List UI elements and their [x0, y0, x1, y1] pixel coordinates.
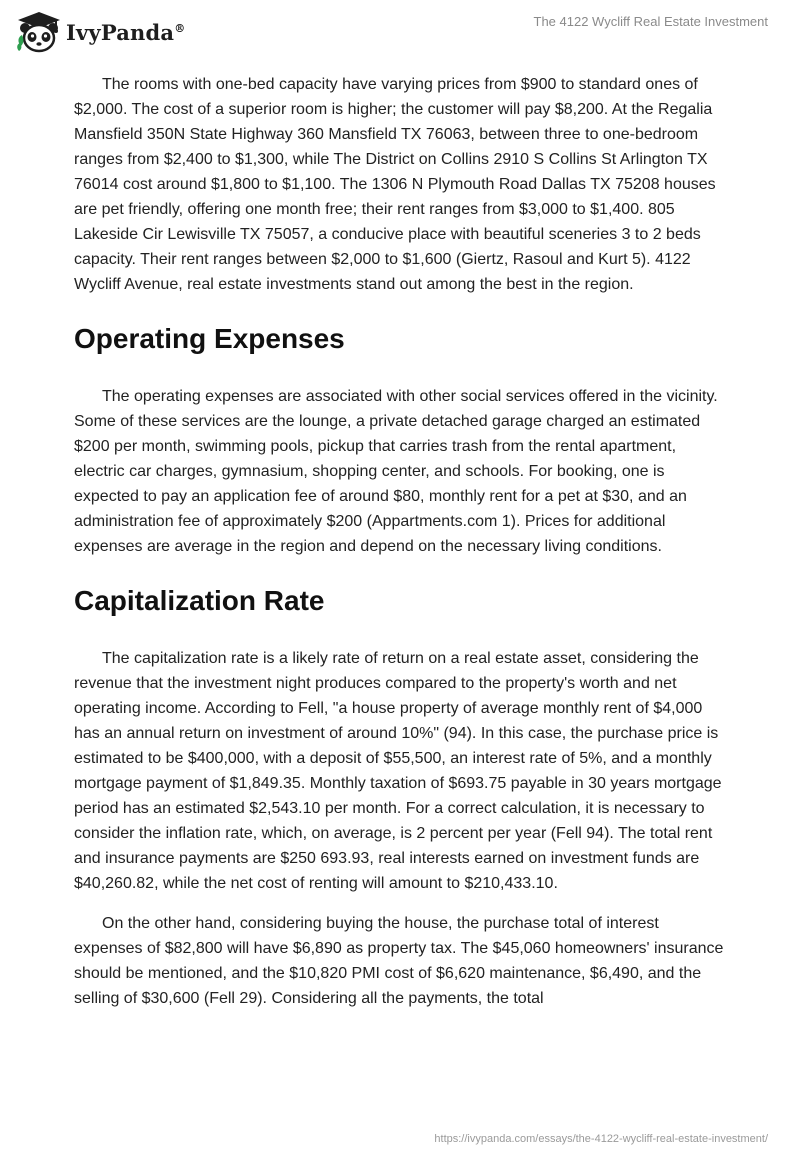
- document-title: The 4122 Wycliff Real Estate Investment: [533, 14, 768, 29]
- paragraph-buying-house: On the other hand, considering buying the house, the purchase total of interest expenses of $82,800 will have $6,890 as property tax. The $45,060 homeowners' insurance should be mentioned, and the $10,820 PMI cost of $6,620 maintenance, $6,490, and the selling of $30,600 (Fell 29). Considering all the payments, the total: [74, 915, 724, 1007]
- heading-capitalization-rate: Capitalization Rate: [74, 585, 325, 616]
- heading-operating-expenses: Operating Expenses: [74, 323, 345, 354]
- essay-content: [74, 72, 726, 1011]
- panda-logo-icon: [16, 10, 62, 54]
- paragraph-operating-expenses: The operating expenses are associated with other social services offered in the vicinity. Some of these services are the lounge, a private detached garage charged an estimated $200 per month, swimming pools, pickup that carries trash from the rental apartment, electric car charges, gymnasium, shopping center, and schools. For booking, one is expected to pay an application fee of around $80, monthly rent for a pet at $30, and an administration fee of approximately $200 (Appartments.com 1). Prices for additional expenses are average in the region and depend on the necessary living conditions.: [74, 388, 718, 555]
- paragraph-room-prices: The rooms with one-bed capacity have varying prices from $900 to standard ones of $2,000. The cost of a superior room is higher; the customer will pay $8,200. At the Regalia Mansfield 350N State Highway 360 Mansfield TX 76063, between three to one-bedroom ranges from $2,400 to $1,300, while The District on Collins 2910 S Collins St Arlington TX 76014 cost around $1,800 to $1,100. The 1306 N Plymouth Road Dallas TX 75208 houses are pet friendly, offering one month free; their rent ranges from $3,000 to $1,400. 805 Lakeside Cir Lewisville TX 75057, a conducive place with beautiful sceneries 3 to 2 beds capacity. Their rent ranges between $2,000 to $1,600 (Giertz, Rasoul and Kurt 5). 4122 Wycliff Avenue, real estate investments stand out among the best in the region.: [74, 76, 716, 293]
- source-url-link[interactable]: https://ivypanda.com/essays/the-4122-wycliff-real-estate-investment/: [434, 1133, 768, 1145]
- brand-name: IvyPanda®: [66, 19, 186, 45]
- page-header: [0, 0, 800, 70]
- brand-logo[interactable]: [16, 10, 185, 54]
- paragraph-capitalization-rate: The capitalization rate is a likely rate of return on a real estate asset, considering the revenue that the investment night produces compared to the property's worth and net operating income. According to Fell, "a house property of average monthly rent of $4,000 has an annual return on investment of around 10%" (94). In this case, the purchase price is estimated to be $400,000, with a deposit of $55,500, an interest rate of 5%, and a monthly mortgage payment of $1,849.35. Monthly taxation of $693.75 payable in 30 years mortgage period has an estimated $2,543.10 per month. For a correct calculation, it is necessary to consider the inflation rate, which, on average, is 2 percent per year (Fell 94). The total rent and insurance payments are $250 693.93, real interests earned on investment funds are $40,260.82, while the net cost of renting will amount to $210,433.10.: [74, 650, 722, 892]
